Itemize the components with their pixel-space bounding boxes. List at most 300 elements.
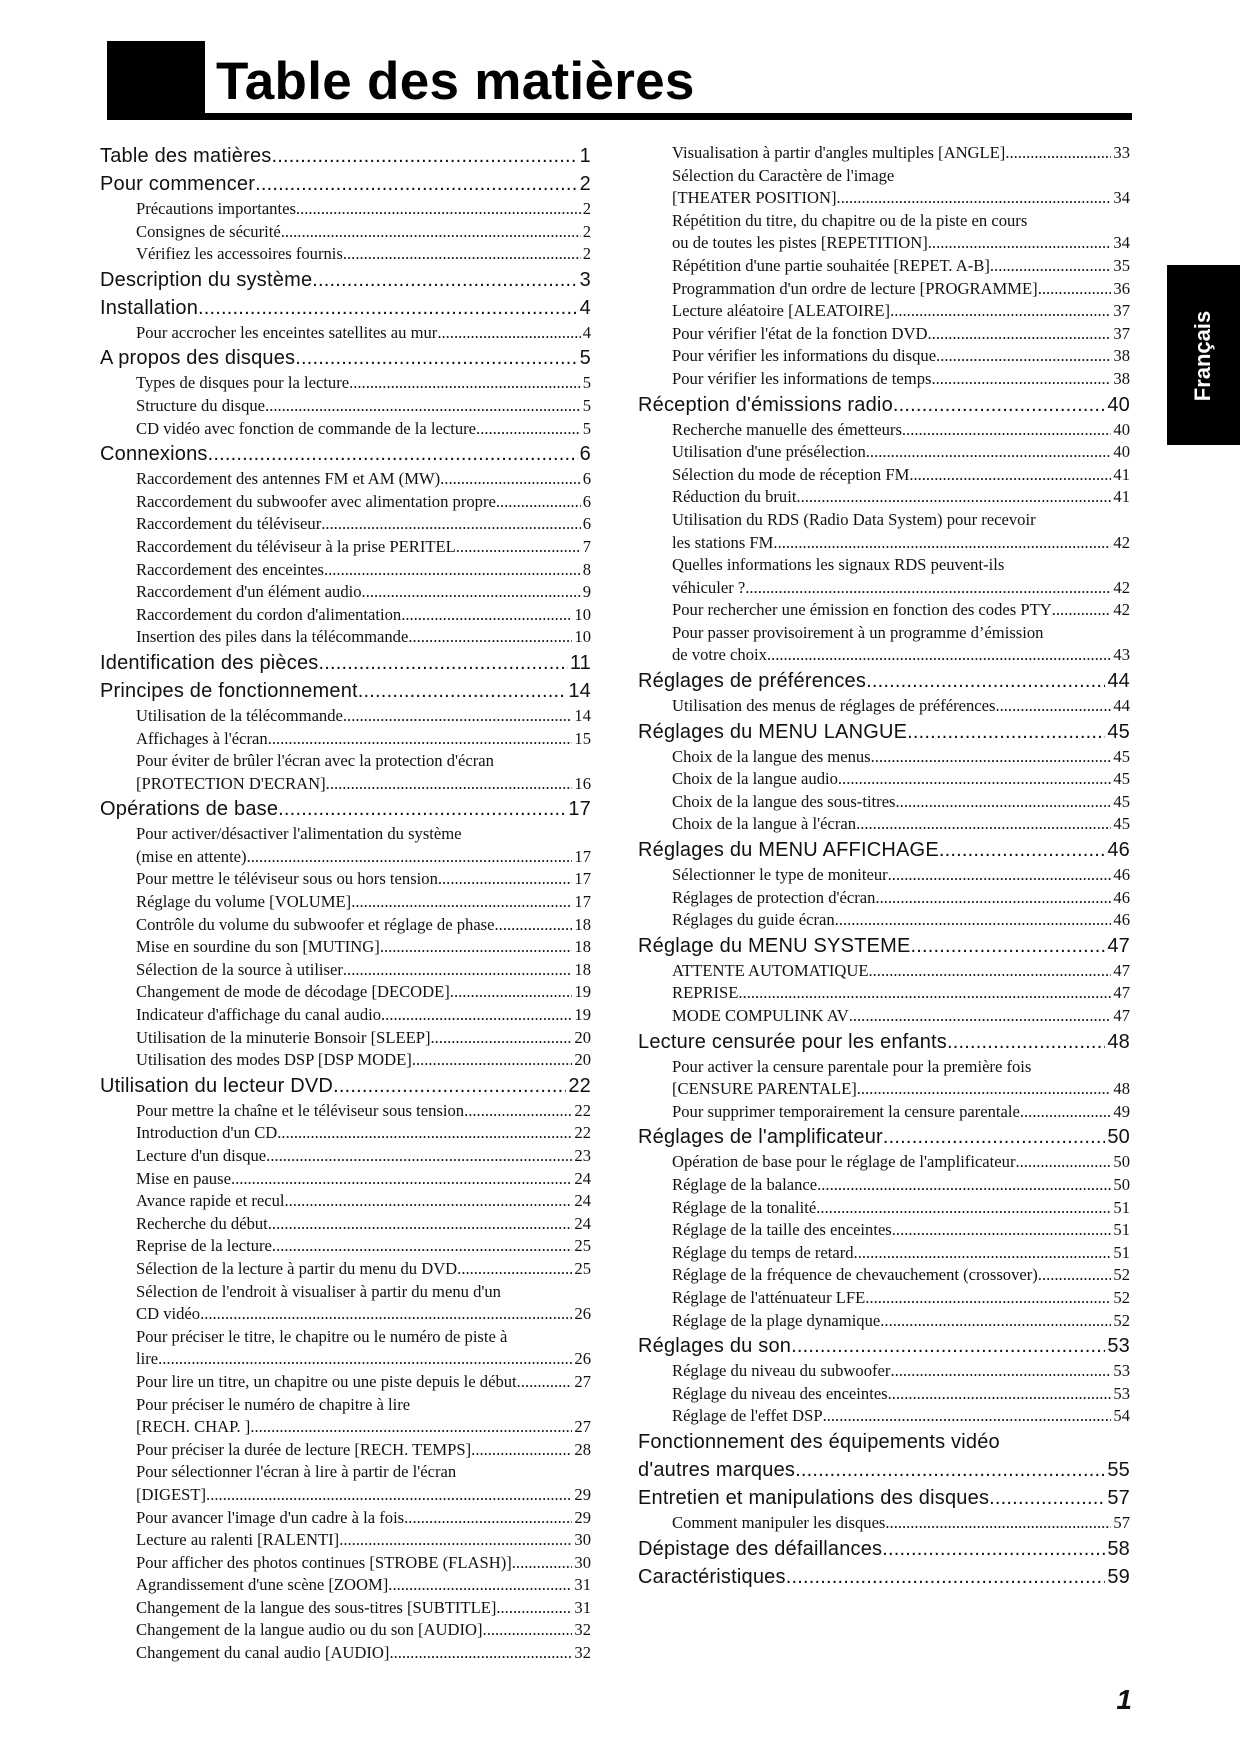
header-rule	[107, 113, 1132, 120]
toc-entry-text: Programmation d'un ordre de lecture [PROGRAMME]	[672, 278, 1038, 298]
toc-page-number: 46	[1107, 839, 1130, 862]
toc-subentry	[100, 626, 591, 649]
toc-dot-leader	[1005, 142, 1111, 165]
toc-page-number: 53	[1113, 1383, 1130, 1403]
toc-subentry	[100, 1507, 591, 1530]
toc-dot-leader	[198, 294, 578, 322]
toc-page-number: 45	[1113, 814, 1130, 834]
toc-page-number: 18	[574, 959, 591, 979]
toc-column-right	[638, 142, 1130, 1591]
toc-dot-leader	[268, 1213, 573, 1236]
toc-subentry	[100, 1213, 591, 1236]
toc-subentry	[638, 142, 1130, 165]
toc-page-number: 25	[574, 1236, 591, 1256]
toc-entry-text: Réception d'émissions radio	[638, 393, 893, 416]
toc-dot-leader	[880, 1310, 1111, 1333]
toc-page-number: 40	[1113, 419, 1130, 439]
toc-entry-text: Réglages de préférences	[638, 670, 867, 693]
toc-subentry	[100, 981, 591, 1004]
toc-entry-text: A propos des disques	[100, 347, 296, 370]
toc-subentry	[100, 959, 591, 982]
toc-entry-text: Opérations de base	[100, 798, 279, 821]
toc-section-entry	[100, 649, 591, 677]
toc-entry-text: Connexions	[100, 443, 208, 466]
toc-entry-text: Pour passer provisoirement à un programme d’émission	[672, 622, 1044, 642]
toc-subentry	[100, 728, 591, 751]
toc-entry-text: Réglage de l'effet DSP	[672, 1406, 823, 1426]
toc-entry-text: Réduction du bruit	[672, 487, 797, 507]
toc-entry-text: Raccordement des enceintes	[136, 559, 324, 579]
toc-dot-leader	[496, 1597, 572, 1620]
toc-subentry	[638, 746, 1130, 769]
toc-subentry	[638, 1405, 1130, 1428]
language-tab-label: Français	[1190, 310, 1215, 402]
toc-dot-leader	[380, 936, 573, 959]
toc-entry-text: Reprise de la lecture	[136, 1236, 272, 1256]
toc-entry-text: Pour préciser le numéro de chapitre à lire	[136, 1394, 411, 1414]
toc-page-number: 43	[1113, 645, 1130, 665]
toc-subentry	[100, 1371, 591, 1394]
toc-entry-text: Pour éviter de brûler l'écran avec la protection d'écran	[136, 751, 494, 771]
toc-dot-leader	[888, 1383, 1112, 1406]
toc-dot-leader	[816, 1197, 1111, 1220]
toc-page-number: 38	[1113, 368, 1130, 388]
toc-dot-leader	[896, 791, 1112, 814]
toc-entry-text: Sélection de l'endroit à visualiser à partir du menu d'un	[136, 1281, 501, 1301]
toc-dot-leader	[326, 773, 573, 796]
toc-entry-text: Réglages de protection d'écran	[672, 887, 876, 907]
toc-entry-text: Pour afficher des photos continues [STROBE (FLASH)]	[136, 1552, 512, 1572]
toc-page-number: 45	[1113, 746, 1130, 766]
toc-page-number: 15	[574, 728, 591, 748]
toc-page-number: 6	[582, 514, 591, 534]
toc-entry-text: [RECH. CHAP. ]	[136, 1417, 251, 1437]
toc-dot-leader	[767, 644, 1111, 667]
toc-entry-text: Identification des pièces	[100, 651, 319, 674]
toc-entry-text: CD vidéo	[136, 1304, 201, 1324]
toc-dot-leader	[349, 372, 581, 395]
toc-section-entry	[638, 1563, 1130, 1591]
toc-section-entry	[638, 836, 1130, 864]
toc-entry-text: Consignes de sécurité	[136, 221, 281, 241]
toc-subentry	[638, 1219, 1130, 1242]
toc-subentry	[100, 1235, 591, 1258]
toc-subentry	[638, 210, 1130, 233]
toc-page-number: 50	[1113, 1152, 1130, 1172]
toc-page-number: 26	[574, 1349, 591, 1369]
toc-entry-text: Réglages du guide écran	[672, 910, 835, 930]
toc-subentry	[100, 395, 591, 418]
toc-page-number: 17	[574, 892, 591, 912]
toc-page-number: 46	[1113, 910, 1130, 930]
toc-entry-text: Réglage du temps de retard	[672, 1242, 854, 1262]
toc-entry-text: Pour lire un titre, un chapitre ou une piste depuis le début.	[136, 1371, 521, 1391]
toc-subentry	[638, 982, 1130, 1005]
toc-dot-leader	[910, 932, 1105, 960]
toc-page-number: 26	[574, 1304, 591, 1324]
toc-subentry	[638, 695, 1130, 718]
toc-dot-leader	[512, 1552, 573, 1575]
toc-dot-leader	[823, 1405, 1112, 1428]
toc-subentry	[100, 581, 591, 604]
toc-subentry	[100, 1326, 591, 1349]
toc-section-entry	[100, 1072, 591, 1100]
toc-entry-text: Raccordement des antennes FM et AM (MW)	[136, 469, 441, 489]
toc-entry-text: Réglage de l'atténuateur LFE	[672, 1287, 866, 1307]
toc-section-entry	[100, 142, 591, 170]
toc-entry-text: Sélection de la source à utiliser	[136, 959, 343, 979]
toc-page-number: 36	[1113, 278, 1130, 298]
toc-entry-text: Utilisation du RDS (Radio Data System) pour recevoir	[672, 509, 1036, 529]
toc-section-entry	[100, 677, 591, 705]
toc-page-number: 14	[574, 705, 591, 725]
toc-dot-leader	[849, 1005, 1112, 1028]
toc-page-number: 50	[1107, 1126, 1130, 1149]
toc-section-entry	[100, 170, 591, 198]
toc-entry-text: Réglage de la fréquence de chevauchement (crossover)	[672, 1265, 1038, 1285]
toc-section-entry	[638, 667, 1130, 695]
toc-entry-text: Pour vérifier l'état de la fonction DVD	[672, 323, 928, 343]
toc-dot-leader	[358, 677, 567, 705]
toc-subentry	[100, 1168, 591, 1191]
toc-subentry	[638, 960, 1130, 983]
toc-page-number: 6	[579, 443, 591, 466]
toc-dot-leader	[875, 887, 1111, 910]
toc-page-number: 57	[1113, 1512, 1130, 1532]
toc-dot-leader	[885, 1512, 1111, 1535]
toc-subentry	[100, 1461, 591, 1484]
toc-entry-text: Lecture censurée pour les enfants	[638, 1030, 948, 1053]
toc-subentry	[100, 773, 591, 796]
toc-entry-text: [DIGEST]	[136, 1484, 207, 1504]
toc-subentry	[638, 232, 1130, 255]
toc-dot-leader	[281, 221, 581, 244]
toc-dot-leader	[495, 914, 573, 937]
toc-subentry	[100, 1597, 591, 1620]
toc-dot-leader	[928, 232, 1112, 255]
toc-entry-text: Vérifiez les accessoires fournis	[136, 244, 343, 264]
toc-dot-leader	[892, 1219, 1112, 1242]
toc-entry-text: Description du système	[100, 268, 313, 291]
toc-entry-text: Pour préciser le titre, le chapitre ou le numéro de piste à	[136, 1326, 508, 1346]
toc-page-number: 19	[574, 1005, 591, 1025]
toc-subentry	[100, 604, 591, 627]
toc-page-number: 10	[574, 627, 591, 647]
toc-entry-text: Pour rechercher une émission en fonction des codes PTY	[672, 600, 1052, 620]
toc-page-number: 49	[1113, 1101, 1130, 1121]
toc-dot-leader	[883, 1123, 1105, 1151]
toc-entry-text: Réglage de la plage dynamique	[672, 1310, 881, 1330]
toc-page-number: 5	[579, 347, 591, 370]
toc-entry-text: Installation	[100, 296, 199, 319]
toc-dot-leader	[464, 1100, 572, 1123]
toc-entry-text: Raccordement du subwoofer avec alimentation propre	[136, 491, 496, 511]
toc-subentry	[100, 1049, 591, 1072]
toc-dot-leader	[339, 1529, 572, 1552]
toc-entry-text: Agrandissement d'une scène [ZOOM]	[136, 1575, 389, 1595]
toc-entry-text: Visualisation à partir d'angles multiples [ANGLE]	[672, 143, 1006, 162]
toc-dot-leader	[431, 1027, 573, 1050]
toc-entry-text: Structure du disque	[136, 395, 266, 415]
toc-section-entry	[100, 294, 591, 322]
toc-dot-leader	[907, 718, 1105, 746]
toc-page-number: 22	[574, 1100, 591, 1120]
toc-dot-leader	[1038, 1264, 1112, 1287]
toc-subentry	[100, 705, 591, 728]
toc-subentry	[100, 891, 591, 914]
toc-entry-text: Introduction d'un CD	[136, 1123, 278, 1143]
toc-page-number: 32	[574, 1620, 591, 1640]
toc-page-number: 52	[1113, 1265, 1130, 1285]
toc-entry-text: Caractéristiques	[638, 1565, 786, 1588]
toc-dot-leader	[295, 344, 577, 372]
toc-dot-leader	[931, 368, 1111, 391]
toc-section-entry	[638, 1535, 1130, 1563]
toc-page-number: 53	[1113, 1361, 1130, 1381]
toc-entry-text: Pour activer/désactiver l'alimentation du système	[136, 824, 462, 844]
toc-page-number: 31	[574, 1575, 591, 1595]
toc-subentry	[100, 1281, 591, 1304]
toc-entry-text: Utilisation du lecteur DVD	[100, 1074, 334, 1097]
toc-subentry	[100, 1439, 591, 1462]
toc-entry-text: Réglages du MENU LANGUE	[638, 720, 908, 743]
toc-dot-leader	[738, 982, 1111, 1005]
toc-dot-leader	[457, 1258, 572, 1281]
toc-dot-leader	[1020, 1101, 1112, 1124]
toc-page-number: 55	[1107, 1458, 1130, 1481]
toc-subentry	[638, 1512, 1130, 1535]
toc-dot-leader	[321, 513, 580, 536]
toc-page-number: 31	[574, 1597, 591, 1617]
toc-subentry	[638, 345, 1130, 368]
toc-entry-text: Réglage de la tonalité	[672, 1197, 817, 1217]
toc-page-number: 1	[579, 145, 591, 167]
toc-entry-text: Entretien et manipulations des disques	[638, 1486, 990, 1509]
toc-subentry	[638, 577, 1130, 600]
toc-subentry	[100, 1303, 591, 1326]
toc-dot-leader	[838, 768, 1112, 791]
toc-subentry	[638, 368, 1130, 391]
toc-subentry	[100, 1529, 591, 1552]
toc-entry-text: [PROTECTION D'ECRAN]	[136, 773, 326, 793]
toc-subentry	[100, 468, 591, 491]
toc-subentry	[638, 1360, 1130, 1383]
toc-page-number: 9	[582, 582, 591, 602]
toc-subentry	[100, 322, 591, 345]
toc-dot-leader	[401, 604, 572, 627]
toc-entry-text: Réglage du niveau du subwoofer	[672, 1361, 891, 1381]
toc-subentry	[638, 1242, 1130, 1265]
toc-page-number: 48	[1107, 1030, 1130, 1053]
toc-dot-leader	[351, 891, 572, 914]
toc-subentry	[638, 1383, 1130, 1406]
toc-subentry	[100, 1552, 591, 1575]
toc-dot-leader	[866, 441, 1112, 464]
toc-entry-text: Lecture d'un disque	[136, 1146, 267, 1165]
toc-dot-leader	[388, 1574, 572, 1597]
toc-dot-leader	[438, 868, 573, 891]
toc-page-number: 29	[574, 1507, 591, 1527]
toc-page-number: 6	[582, 469, 591, 489]
toc-subentry	[100, 1145, 591, 1168]
toc-dot-leader	[936, 345, 1111, 368]
toc-page-number: 30	[574, 1530, 591, 1550]
toc-page-number: 40	[1107, 393, 1130, 416]
toc-subentry	[638, 887, 1130, 910]
toc-subentry	[638, 1151, 1130, 1174]
toc-dot-leader	[343, 243, 581, 266]
toc-dot-leader	[795, 1456, 1105, 1484]
toc-dot-leader	[989, 1484, 1105, 1512]
toc-section-entry	[638, 1332, 1130, 1360]
toc-dot-leader	[272, 1235, 572, 1258]
toc-page-number: 4	[579, 296, 591, 319]
toc-dot-leader	[296, 198, 581, 221]
toc-dot-leader	[440, 468, 581, 491]
toc-subentry	[100, 1484, 591, 1507]
toc-page-number: 45	[1113, 791, 1130, 811]
toc-entry-text: REPRISE	[672, 983, 739, 1003]
toc-page-number: 44	[1113, 696, 1130, 716]
toc-entry-text: Sélectionner le type de moniteur	[672, 865, 888, 885]
toc-dot-leader	[265, 395, 581, 418]
toc-page-number: 58	[1107, 1537, 1130, 1560]
toc-entry-text: Réglage de la balance	[672, 1174, 818, 1194]
toc-dot-leader	[343, 959, 573, 982]
toc-entry-text: Affichages à l'écran	[136, 728, 268, 748]
toc-subentry	[638, 554, 1130, 577]
toc-entry-text: Insertion des piles dans la télécommande	[136, 627, 409, 647]
toc-entry-text: (mise en attente)	[136, 846, 247, 866]
toc-entry-text: Mise en pause	[136, 1168, 231, 1188]
toc-page-number: 8	[582, 559, 591, 579]
toc-subentry	[638, 441, 1130, 464]
toc-subentry	[638, 300, 1130, 323]
toc-page-number: 16	[574, 773, 591, 793]
toc-section-entry	[638, 1484, 1130, 1512]
toc-subentry	[638, 1078, 1130, 1101]
toc-entry-text: Types de disques pour la lecture	[136, 373, 350, 393]
toc-entry-text: Réglages de l'amplificateur	[638, 1126, 883, 1149]
toc-page-number: 18	[574, 937, 591, 957]
toc-entry-text: d'autres marques	[638, 1458, 796, 1481]
toc-page-number: 24	[574, 1168, 591, 1188]
toc-subentry	[100, 536, 591, 559]
toc-page-number: 5	[582, 395, 591, 415]
toc-dot-leader	[271, 142, 577, 170]
toc-subentry	[638, 464, 1130, 487]
toc-entry-text: Répétition d'une partie souhaitée [REPET. A-B]	[672, 255, 990, 275]
toc-page-number: 47	[1107, 934, 1130, 957]
toc-dot-leader	[277, 1122, 572, 1145]
toc-entry-text: Utilisation de la minuterie Bonsoir [SLEEP]	[136, 1027, 431, 1047]
toc-entry-text: Réglages du MENU AFFICHAGE	[638, 839, 939, 862]
toc-subentry	[638, 622, 1130, 645]
toc-section-entry	[638, 1123, 1130, 1151]
toc-section-entry	[638, 718, 1130, 746]
toc-dot-leader	[496, 491, 581, 514]
toc-dot-leader	[250, 1416, 572, 1439]
toc-dot-leader	[312, 266, 577, 294]
toc-page-number: 59	[1107, 1565, 1130, 1588]
toc-subentry	[638, 791, 1130, 814]
toc-entry-text: Sélection du Caractère de l'image	[672, 165, 895, 185]
toc-entry-text: Choix de la langue des menus	[672, 746, 871, 766]
toc-entry-text: Pour commencer	[100, 173, 256, 195]
toc-subentry	[638, 1101, 1130, 1124]
toc-page-number: 11	[569, 651, 591, 674]
toc-subentry	[638, 278, 1130, 301]
toc-page-number: 17	[574, 846, 591, 866]
toc-dot-leader	[278, 795, 566, 823]
toc-subentry	[638, 768, 1130, 791]
toc-entry-text: Pour préciser la durée de lecture [RECH. TEMPS]	[136, 1439, 472, 1459]
toc-page-number: 52	[1113, 1310, 1130, 1330]
toc-page-number: 51	[1113, 1242, 1130, 1262]
toc-subentry	[638, 1005, 1130, 1028]
toc-section-entry	[100, 344, 591, 372]
toc-entry-text: Changement de la langue audio ou du son [AUDIO]	[136, 1620, 483, 1640]
toc-page-number: 19	[574, 982, 591, 1002]
toc-page-number: 4	[582, 322, 591, 342]
toc-page-number: 2	[582, 221, 591, 241]
toc-subentry	[100, 914, 591, 937]
toc-entry-text: ATTENTE AUTOMATIQUE	[672, 960, 869, 980]
toc-page-number: 2	[582, 244, 591, 264]
toc-section-entry	[100, 440, 591, 468]
toc-entry-text: Pour mettre la chaîne et le téléviseur sous tension	[136, 1100, 465, 1120]
toc-entry-text: Pour mettre le téléviseur sous ou hors tension	[136, 869, 438, 889]
toc-entry-text: Utilisation d'une présélection	[672, 442, 866, 462]
toc-subentry	[100, 1619, 591, 1642]
toc-entry-text: les stations FM	[672, 532, 774, 552]
toc-page-number: 33	[1113, 143, 1130, 162]
toc-page-number: 44	[1107, 670, 1130, 693]
toc-subentry	[100, 823, 591, 846]
toc-section-entry	[638, 1028, 1130, 1056]
toc-page-number: 23	[574, 1146, 591, 1165]
toc-subentry	[100, 1416, 591, 1439]
header-black-block	[107, 41, 205, 115]
toc-dot-leader	[902, 419, 1112, 442]
toc-dot-leader	[866, 667, 1105, 695]
toc-entry-text: CD vidéo avec fonction de commande de la lecture	[136, 418, 477, 438]
toc-entry-text: Utilisation de la télécommande	[136, 705, 343, 725]
toc-dot-leader	[471, 1439, 572, 1462]
toc-subentry	[100, 1027, 591, 1050]
toc-entry-text: Sélection de la lecture à partir du menu du DVD	[136, 1258, 458, 1278]
toc-subentry	[100, 750, 591, 773]
toc-page-number: 5	[582, 418, 591, 438]
toc-entry-text: Réglage du volume [VOLUME]	[136, 892, 352, 912]
toc-dot-leader	[893, 391, 1105, 419]
toc-dot-leader	[786, 1563, 1106, 1591]
toc-dot-leader	[1052, 599, 1112, 622]
toc-entry-text: Changement de mode de décodage [DECODE]	[136, 982, 450, 1002]
toc-dot-leader	[206, 1484, 572, 1507]
toc-page-number: 17	[568, 798, 591, 821]
toc-dot-leader	[247, 846, 573, 869]
toc-subentry	[638, 165, 1130, 188]
toc-entry-text: Réglage de la taille des enceintes	[672, 1220, 892, 1240]
toc-page-number: 50	[1113, 1174, 1130, 1194]
toc-page-number: 14	[568, 679, 591, 702]
toc-dot-leader	[1015, 1151, 1111, 1174]
toc-dot-leader	[381, 1004, 572, 1027]
toc-subentry	[638, 1174, 1130, 1197]
toc-subentry	[638, 644, 1130, 667]
toc-entry-text: Table des matières	[100, 145, 272, 167]
